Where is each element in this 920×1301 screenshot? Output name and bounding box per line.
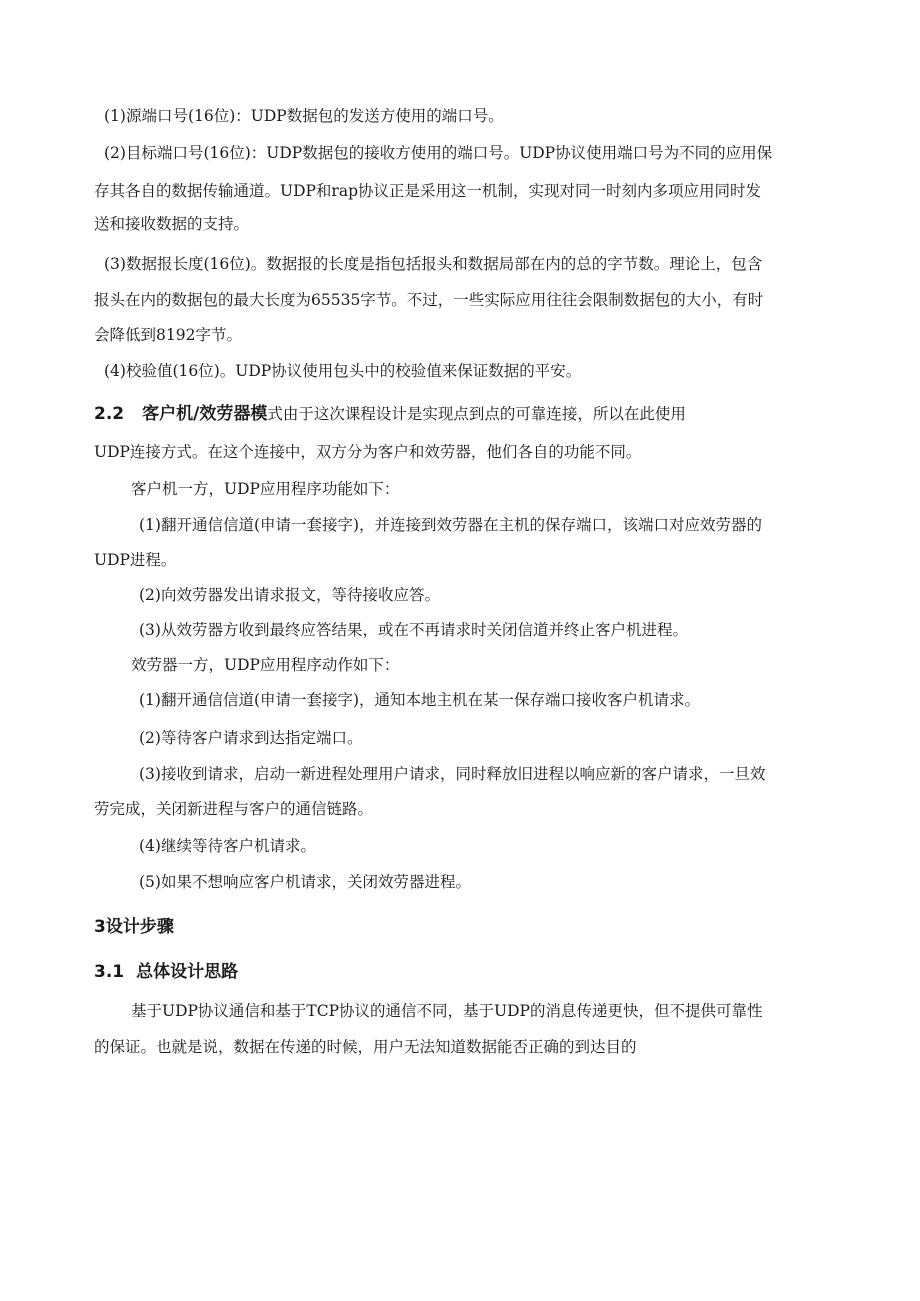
length-line-3: 会降低到8192字节。 xyxy=(94,326,242,344)
section-3-1-heading xyxy=(94,961,238,983)
section-2-2-heading-line xyxy=(94,404,686,424)
client-item-3: (3)从效劳器方收到最终应答结果，或在不再请求时关闭信道并终止客户机进程。 xyxy=(139,621,688,639)
section-2-2-title: 客户机/效劳器模 xyxy=(142,404,268,424)
server-heading: 效劳器一方，UDP应用程序动作如下： xyxy=(131,656,400,674)
checksum-line: (4)校验值(16位)。UDP协议使用包头中的校验值来保证数据的平安。 xyxy=(104,362,582,380)
section-3-1-para-1: 基于UDP协议通信和基于TCP协议的通信不同，基于UDP的消息传递更快，但不提供可靠性 xyxy=(131,1002,763,1020)
src-port-line: (1)源端口号(16位)：UDP数据包的发送方使用的端口号。 xyxy=(104,107,504,125)
dst-port-line-1: (2)目标端口号(16位)：UDP数据包的接收方使用的端口号。UDP协议使用端口号为不同的应用保 xyxy=(104,144,773,162)
length-line-2: 报头在内的数据包的最大长度为65535字节。不过，一些实际应用往往会限制数据包的大小，有时 xyxy=(94,291,764,309)
section-2-2-intro-tail: 式由于这次课程设计是实现点到点的可靠连接，所以在此使用 xyxy=(267,405,686,423)
server-item-3a: (3)接收到请求，启动一新进程处理用户请求，同时释放旧进程以响应新的客户请求，一旦效 xyxy=(139,765,766,783)
section-2-2-intro-2: UDP连接方式。在这个连接中，双方分为客户和效劳器，他们各自的功能不同。 xyxy=(94,443,642,461)
client-item-1b: UDP进程。 xyxy=(94,551,177,569)
section-3-1-title: 总体设计思路 xyxy=(136,962,239,982)
dst-port-line-3: 送和接收数据的支持。 xyxy=(94,215,250,233)
server-item-3b: 劳完成，关闭新进程与客户的通信链路。 xyxy=(94,800,374,818)
section-2-2-number: 2.2 xyxy=(94,404,125,424)
client-item-1a: (1)翻开通信信道(申请一套接字)，并连接到效劳器在主机的保存端口，该端口对应效劳器的 xyxy=(139,516,763,534)
client-heading: 客户机一方，UDP应用程序功能如下： xyxy=(131,480,400,498)
length-line-1: (3)数据报长度(16位)。数据报的长度是指包括报头和数据局部在内的总的字节数。理论上，包含 xyxy=(104,255,763,273)
server-item-5: (5)如果不想响应客户机请求，关闭效劳器进程。 xyxy=(139,873,471,891)
section-3-title: 3设计步骤 xyxy=(94,917,174,937)
dst-port-line-2: 存其各自的数据传输通道。UDP和rap协议正是采用这一机制，实现对同一时刻内多项应用同时发 xyxy=(94,182,761,200)
section-3-1-number: 3.1 xyxy=(94,962,125,982)
server-item-1: (1)翻开通信信道(申请一套接字)，通知本地主机在某一保存端口接收客户机请求。 xyxy=(139,691,701,709)
server-item-2: (2)等待客户请求到达指定端口。 xyxy=(139,729,363,747)
client-item-2: (2)向效劳器发出请求报文，等待接收应答。 xyxy=(139,586,440,604)
section-3-1-para-2: 的保证。也就是说，数据在传递的时候，用户无法知道数据能否正确的到达目的 xyxy=(94,1038,637,1056)
server-item-4: (4)继续等待客户机请求。 xyxy=(139,837,316,855)
